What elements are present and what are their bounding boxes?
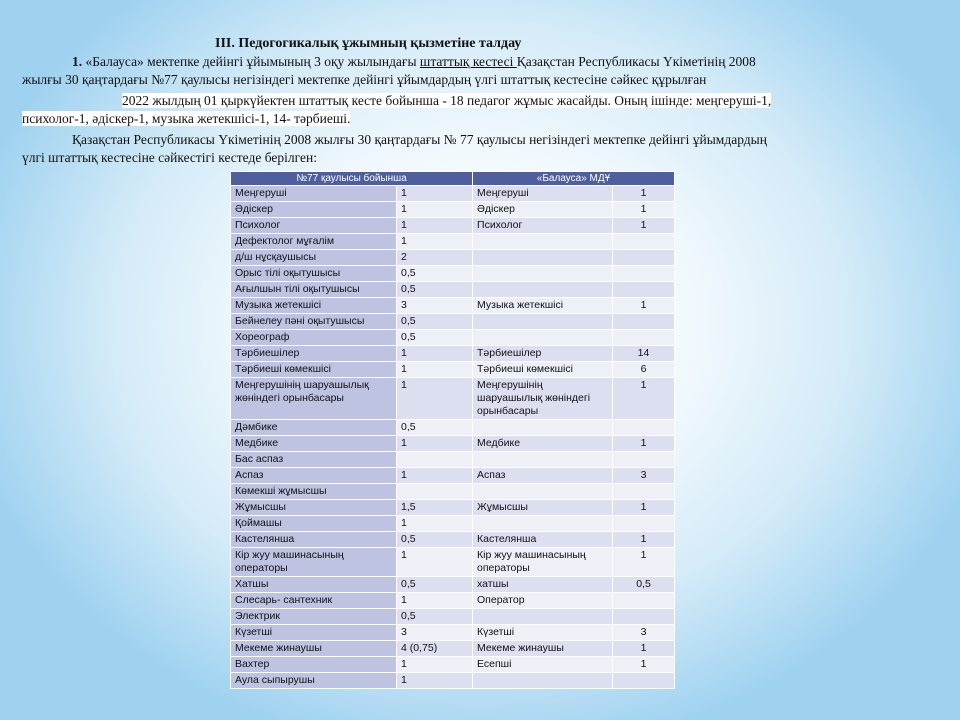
- count-balausa-cell: [613, 314, 675, 330]
- position-77-cell: Электрик: [231, 609, 397, 625]
- table-row: [231, 266, 675, 282]
- table-row: [231, 378, 675, 420]
- count-77-cell: 1: [397, 346, 473, 362]
- position-balausa-cell: [473, 609, 613, 625]
- paragraph-1-rest: Қазақстан Республикасы Үкіметінің 2008: [516, 54, 756, 69]
- position-77-cell: Психолог: [231, 218, 397, 234]
- count-77-cell: 1: [397, 436, 473, 452]
- count-77-cell: 1: [397, 202, 473, 218]
- count-77-cell: 3: [397, 298, 473, 314]
- table-row: [231, 202, 675, 218]
- table-header-row: [231, 172, 675, 186]
- position-balausa-cell: [473, 234, 613, 250]
- paragraph-1-line-1: [72, 53, 756, 71]
- count-77-cell: 0,5: [397, 282, 473, 298]
- table-row: [231, 452, 675, 468]
- position-77-cell: Дефектолог мұғалім: [231, 234, 397, 250]
- position-77-cell: Күзетші: [231, 625, 397, 641]
- position-77-cell: Меңгеруші: [231, 186, 397, 202]
- count-77-cell: 0,5: [397, 314, 473, 330]
- count-77-cell: 0,5: [397, 266, 473, 282]
- count-balausa-cell: 1: [613, 548, 675, 577]
- position-77-cell: Хатшы: [231, 577, 397, 593]
- table-row: [231, 436, 675, 452]
- position-77-cell: Мекеме жинаушы: [231, 641, 397, 657]
- count-balausa-cell: 1: [613, 500, 675, 516]
- position-77-cell: Бейнелеу пәні оқытушысы: [231, 314, 397, 330]
- count-balausa-cell: [613, 452, 675, 468]
- position-77-cell: Медбике: [231, 436, 397, 452]
- position-balausa-cell: Кір жуу машинасының операторы: [473, 548, 613, 577]
- position-77-cell: Дәмбике: [231, 420, 397, 436]
- highlighted-line: 2022 жылдың 01 қыркүйектен штаттық кесте бойынша - 18 педагог жұмыс жасайды. Оның ішінде: меңгеруші-1,: [122, 93, 772, 108]
- count-77-cell: 1: [397, 186, 473, 202]
- position-77-cell: Вахтер: [231, 657, 397, 673]
- count-77-cell: 1: [397, 673, 473, 689]
- position-77-cell: Тәрбиеші көмекшісі: [231, 362, 397, 378]
- count-balausa-cell: 1: [613, 298, 675, 314]
- table-row: [231, 234, 675, 250]
- position-balausa-cell: [473, 314, 613, 330]
- count-77-cell: 0,5: [397, 577, 473, 593]
- position-balausa-cell: [473, 516, 613, 532]
- paragraph-2-line-1: Қазақстан Республикасы Үкіметінің 2008 жылғы 30 қаңтардағы № 77 қаулысы негізіндегі мектепке дейінгі ұйымдардың: [72, 132, 767, 147]
- position-77-cell: Аспаз: [231, 468, 397, 484]
- table-row: [231, 484, 675, 500]
- count-77-cell: 1: [397, 234, 473, 250]
- underlined-phrase: штаттық кестесі: [419, 54, 517, 69]
- position-balausa-cell: [473, 673, 613, 689]
- position-balausa-cell: [473, 452, 613, 468]
- table-row: [231, 186, 675, 202]
- count-balausa-cell: 3: [613, 468, 675, 484]
- position-balausa-cell: Меңгерушінің шаруашылық жөніндегі орынбасары: [473, 378, 613, 420]
- table-row: [231, 314, 675, 330]
- paragraph-1-line-4: [22, 110, 350, 128]
- count-77-cell: 1: [397, 593, 473, 609]
- paragraph-1-line-2: жылғы 30 қаңтардағы №77 қаулысы негізіндегі мектепке дейінгі ұйымдардың үлгі штаттық кестесіне сәйкес құрылған: [22, 72, 707, 87]
- table-row: [231, 548, 675, 577]
- paragraph-2-line-2: үлгі штаттық кестесіне сәйкестігі кестеде берілген:: [22, 150, 317, 165]
- paragraph-1-text: «Балауса» мектепке дейінгі ұйымының 3 оқу жылындағы: [82, 54, 420, 69]
- count-77-cell: 2: [397, 250, 473, 266]
- count-77-cell: [397, 484, 473, 500]
- position-balausa-cell: [473, 282, 613, 298]
- position-balausa-cell: хатшы: [473, 577, 613, 593]
- table-row: [231, 657, 675, 673]
- position-77-cell: Көмекші жұмысшы: [231, 484, 397, 500]
- position-77-cell: Слесарь- сантехник: [231, 593, 397, 609]
- count-77-cell: 0,5: [397, 420, 473, 436]
- count-balausa-cell: [613, 250, 675, 266]
- count-balausa-cell: 1: [613, 218, 675, 234]
- position-balausa-cell: Тәрбиеші көмекшісі: [473, 362, 613, 378]
- table-row: [231, 625, 675, 641]
- count-balausa-cell: 1: [613, 641, 675, 657]
- count-77-cell: 1: [397, 378, 473, 420]
- position-77-cell: Қоймашы: [231, 516, 397, 532]
- position-77-cell: Жұмысшы: [231, 500, 397, 516]
- count-balausa-cell: 1: [613, 532, 675, 548]
- highlighted-line: психолог-1, әдіскер-1, музыка жетекшісі-1, 14- тәрбиеші.: [22, 111, 351, 126]
- table-row: [231, 298, 675, 314]
- count-77-cell: 1: [397, 657, 473, 673]
- position-balausa-cell: Күзетші: [473, 625, 613, 641]
- count-balausa-cell: 1: [613, 378, 675, 420]
- position-balausa-cell: Психолог: [473, 218, 613, 234]
- count-balausa-cell: [613, 673, 675, 689]
- staffing-comparison-table: [230, 171, 675, 689]
- count-balausa-cell: 1: [613, 436, 675, 452]
- count-balausa-cell: 0,5: [613, 577, 675, 593]
- position-balausa-cell: [473, 250, 613, 266]
- table-row: [231, 330, 675, 346]
- position-balausa-cell: Оператор: [473, 593, 613, 609]
- position-balausa-cell: Кастелянша: [473, 532, 613, 548]
- count-balausa-cell: [613, 234, 675, 250]
- table-row: [231, 593, 675, 609]
- count-77-cell: 1: [397, 218, 473, 234]
- table-row: [231, 282, 675, 298]
- position-balausa-cell: Медбике: [473, 436, 613, 452]
- table-row: [231, 250, 675, 266]
- count-77-cell: 1: [397, 516, 473, 532]
- table-row: [231, 577, 675, 593]
- table-row: [231, 500, 675, 516]
- table-row: [231, 420, 675, 436]
- position-77-cell: Кастелянша: [231, 532, 397, 548]
- table-row: [231, 532, 675, 548]
- position-balausa-cell: [473, 266, 613, 282]
- position-77-cell: Тәрбиешілер: [231, 346, 397, 362]
- count-77-cell: 1,5: [397, 500, 473, 516]
- count-balausa-cell: 3: [613, 625, 675, 641]
- table-row: [231, 516, 675, 532]
- position-balausa-cell: [473, 330, 613, 346]
- count-77-cell: 4 (0,75): [397, 641, 473, 657]
- table-row: [231, 641, 675, 657]
- position-77-cell: Ағылшын тілі оқытушысы: [231, 282, 397, 298]
- count-balausa-cell: 14: [613, 346, 675, 362]
- paragraph-number: 1.: [72, 54, 83, 69]
- section-heading: ІІІ. Педогогикалық ұжымның қызметіне талдау: [215, 36, 522, 51]
- position-77-cell: Аула сыпырушы: [231, 673, 397, 689]
- count-77-cell: [397, 452, 473, 468]
- count-balausa-cell: [613, 266, 675, 282]
- table-row: [231, 218, 675, 234]
- header-decree-77: №77 қаулысы бойынша: [231, 172, 473, 186]
- paragraph-1-line-3: [122, 92, 771, 110]
- table-row: [231, 362, 675, 378]
- count-balausa-cell: 6: [613, 362, 675, 378]
- position-balausa-cell: Музыка жетекшісі: [473, 298, 613, 314]
- count-balausa-cell: 1: [613, 186, 675, 202]
- position-balausa-cell: Тәрбиешілер: [473, 346, 613, 362]
- position-77-cell: Хореограф: [231, 330, 397, 346]
- count-77-cell: 0,5: [397, 609, 473, 625]
- position-balausa-cell: Есепші: [473, 657, 613, 673]
- count-77-cell: 0,5: [397, 330, 473, 346]
- table-row: [231, 673, 675, 689]
- count-balausa-cell: [613, 609, 675, 625]
- count-balausa-cell: [613, 330, 675, 346]
- count-balausa-cell: 1: [613, 202, 675, 218]
- count-77-cell: 1: [397, 468, 473, 484]
- position-77-cell: Меңгерушінің шаруашылық жөніндегі орынбасары: [231, 378, 397, 420]
- table-row: [231, 468, 675, 484]
- count-balausa-cell: [613, 282, 675, 298]
- position-balausa-cell: Меңгеруші: [473, 186, 613, 202]
- position-77-cell: Кір жуу машинасының операторы: [231, 548, 397, 577]
- position-77-cell: Музыка жетекшісі: [231, 298, 397, 314]
- position-77-cell: Бас аспаз: [231, 452, 397, 468]
- position-balausa-cell: Жұмысшы: [473, 500, 613, 516]
- position-77-cell: Орыс тілі оқытушысы: [231, 266, 397, 282]
- count-balausa-cell: 1: [613, 657, 675, 673]
- count-77-cell: 3: [397, 625, 473, 641]
- position-balausa-cell: Мекеме жинаушы: [473, 641, 613, 657]
- position-balausa-cell: Әдіскер: [473, 202, 613, 218]
- position-balausa-cell: Аспаз: [473, 468, 613, 484]
- count-balausa-cell: [613, 516, 675, 532]
- position-balausa-cell: [473, 484, 613, 500]
- position-77-cell: Әдіскер: [231, 202, 397, 218]
- table-row: [231, 609, 675, 625]
- count-balausa-cell: [613, 593, 675, 609]
- position-balausa-cell: [473, 420, 613, 436]
- table-body: [231, 186, 675, 689]
- count-balausa-cell: [613, 420, 675, 436]
- position-77-cell: д/ш нұсқаушысы: [231, 250, 397, 266]
- header-balausa: «Балауса» МДҰ: [473, 172, 675, 186]
- count-77-cell: 1: [397, 362, 473, 378]
- count-77-cell: 1: [397, 548, 473, 577]
- table-row: [231, 346, 675, 362]
- count-77-cell: 0,5: [397, 532, 473, 548]
- count-balausa-cell: [613, 484, 675, 500]
